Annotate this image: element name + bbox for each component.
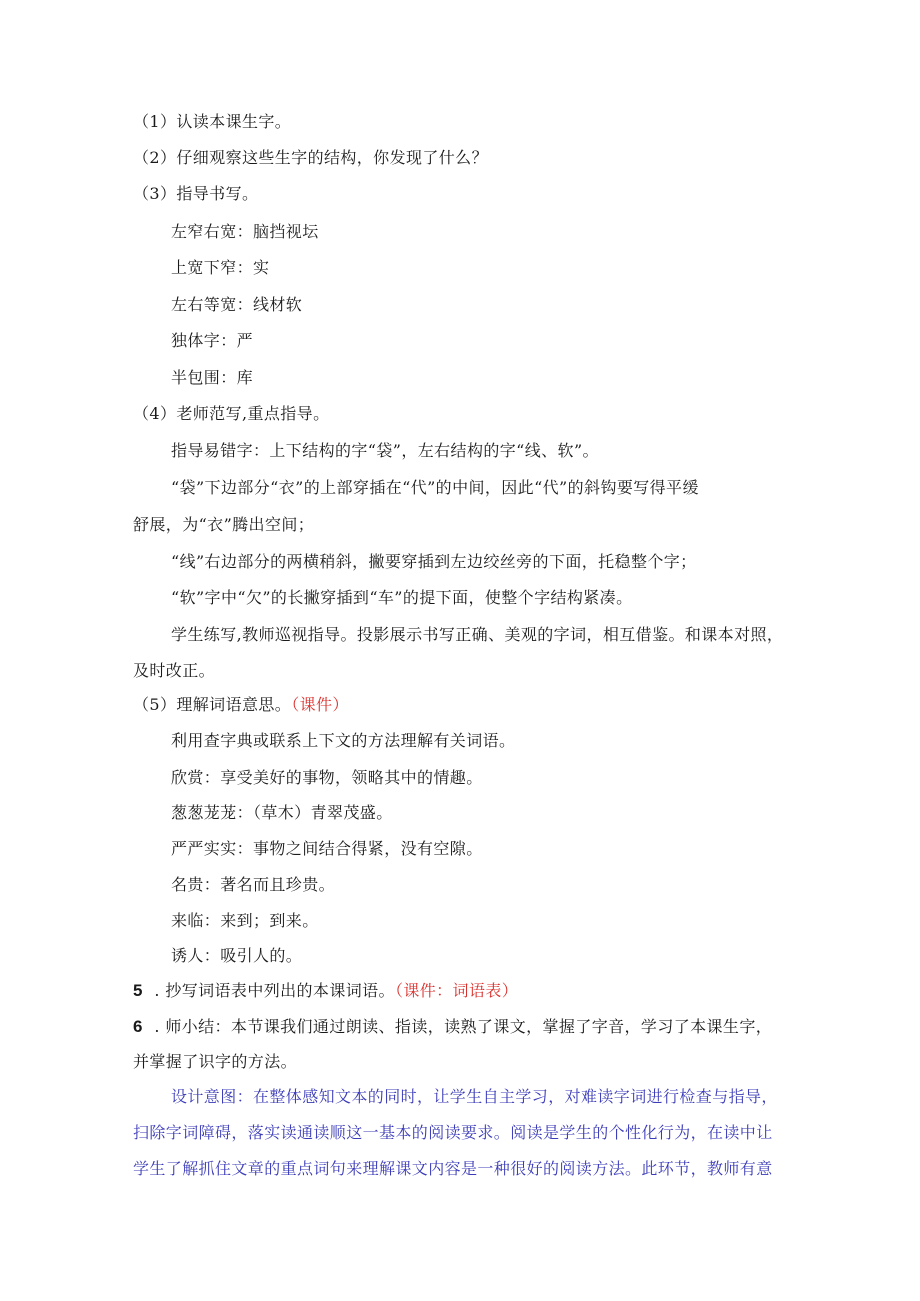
vocab-minggui: 名贵：著名而且珍贵。 [171,875,336,894]
item-6-text: . 师小结：本节课我们通过朗读、指读，读熟了课文，掌握了字音，学习了本课生字， [154,1017,773,1036]
structure-single: 独体字：严 [171,331,254,350]
design-intent-line2: 扫除字词障碍，落实读通读顺这一基本的阅读要求。阅读是学生的个性化行为，在读中让 [133,1123,773,1142]
summary-line2: 并掌握了识字的方法。 [133,1052,298,1071]
xian-explanation: “线”右边部分的两横稍斜，撇要穿插到左边绞丝旁的下面，托稳整个字； [171,552,697,571]
vocab-conglong: 葱葱茏茏：（草木）青翠茂盛。 [171,803,393,822]
step-2-text: （2）仔细观察这些生字的结构，你发现了什么？ [133,148,488,167]
structure-half-surround: 半包围：库 [171,368,254,387]
vocab-yanshi: 严严实实：事物之间结合得紧，没有空隙。 [171,839,483,858]
vocab-youren: 诱人：吸引人的。 [171,946,303,965]
step-4-text: （4）老师范写,重点指导。 [133,404,330,423]
dai-explanation-line2: 舒展，为“衣”腾出空间； [133,515,315,534]
practice-line2: 及时改正。 [133,661,216,680]
error-prone-chars: 指导易错字：上下结构的字“袋”，左右结构的字“线、软”。 [171,441,599,460]
structure-left-narrow: 左窄右宽：脑挡视坛 [171,222,319,241]
item-5 [133,980,518,1002]
item-5-number: 5 [133,981,143,1000]
dictionary-method: 利用查字典或联系上下文的方法理解有关词语。 [171,731,516,750]
item-6-number: 6 [133,1017,143,1036]
structure-equal-width: 左右等宽：线材软 [171,295,303,314]
ruan-explanation: “软”字中“欠”的长撇穿插到“车”的提下面，使整个字结构紧凑。 [171,588,633,607]
dai-explanation-line1: “袋”下边部分“衣”的上部穿插在“代”的中间，因此“代”的斜钩要写得平缓 [171,478,699,497]
item-6 [133,1016,772,1038]
design-intent-line3: 学生了解抓住文章的重点词句来理解课文内容是一种很好的阅读方法。此环节，教师有意 [133,1159,773,1178]
courseware-tag: （课件） [291,695,349,714]
structure-top-wide: 上宽下窄：实 [171,258,270,277]
design-intent-line1: 设计意图：在整体感知文本的同时，让学生自主学习，对难读字词进行检查与指导， [171,1087,778,1106]
practice-line1: 学生练写,教师巡视指导。投影展示书写正确、美观的字词，相互借鉴。和课本对照， [171,625,784,644]
step-5-label: （5）理解词语意思。 [133,695,292,714]
step-5-text [133,694,349,716]
item-5-text: . 抄写词语表中列出的本课词语。 [154,981,395,1000]
courseware-vocab-tag: （课件：词语表） [394,981,519,1000]
step-3-text: （3）指导书写。 [133,184,259,203]
vocab-xinshang: 欣赏：享受美好的事物，领略其中的情趣。 [171,768,483,787]
step-1-text: （1）认读本课生字。 [133,112,292,131]
vocab-laiLin: 来临：来到；到来。 [171,911,319,930]
